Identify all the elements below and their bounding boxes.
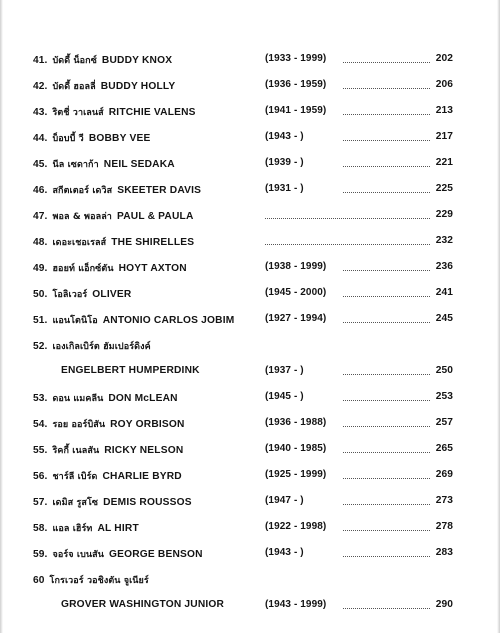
dot-leader [343,556,430,557]
entry-number: 41. [33,55,48,66]
entry-thai-name: ฮอยท์ แอ็กซ์ตัน [52,264,114,274]
toc-entry [33,47,488,73]
entry-years: (1927 - 1994) [265,313,327,324]
entry-name [33,287,131,301]
entry-number: 56. [33,471,48,482]
toc-entry [33,541,488,567]
dot-leader [343,322,430,323]
entry-number: 45. [33,159,48,170]
entry-english-name: THE SHIRELLES [111,237,195,248]
entry-name [51,599,224,610]
entry-english-name: ENGELBERT HUMPERDINK [61,365,200,376]
entry-page: 225 [435,183,453,194]
dot-leader [343,426,430,427]
entry-number: 60 [33,575,45,586]
entry-english-name: BOBBY VEE [88,133,151,144]
entry-thai-name: แอนโตนิโอ [52,316,98,326]
entry-thai-name: นีล เซดาก้า [52,160,99,170]
entry-name [33,53,172,67]
entry-years: (1933 - 1999) [265,53,327,64]
entry-thai-name: บ็อบบี้ วี [52,134,84,144]
dot-leader [265,244,430,245]
toc-entry [33,567,488,593]
entry-page: 257 [435,417,453,428]
entry-number: 51. [33,315,48,326]
entry-name [33,183,201,197]
scan-edge-left [0,0,3,633]
entry-english-name: ANTONIO CARLOS JOBIM [102,315,235,326]
dot-leader [343,478,430,479]
entry-name [33,339,156,353]
toc-entry [33,515,488,541]
entry-name [33,105,196,119]
entry-page: 273 [435,495,453,506]
entry-name [33,547,203,561]
entry-english-name: GROVER WASHINGTON JUNIOR [61,599,225,610]
dot-leader [343,504,430,505]
entry-number: 50. [33,289,48,300]
entry-number: 54. [33,419,48,430]
entry-english-name: DON McLEAN [108,393,178,404]
entry-years: (1943 - ) [265,131,304,142]
entry-english-name: SKEETER DAVIS [117,185,202,196]
entry-name [33,313,234,327]
entry-english-name: BUDDY KNOX [101,55,173,66]
entry-thai-name: โกรเวอร์ วอชิงตัน จูเนียร์ [49,576,149,586]
entry-years: (1940 - 1985) [265,443,327,454]
entry-number: 42. [33,81,48,92]
entry-years: (1939 - ) [265,157,304,168]
entry-thai-name: จอร์จ เบนสัน [52,550,104,560]
dot-leader [343,296,430,297]
entry-english-name: HOYT AXTON [118,263,187,274]
entry-years: (1925 - 1999) [265,469,327,480]
toc-entry [33,255,488,281]
entry-thai-name: เดมิส รูสโซ [52,498,99,508]
entry-number: 55. [33,445,48,456]
entry-thai-name: บัดดี้ ฮอลลี่ [52,82,96,92]
entry-thai-name: ริตชี่ วาเลนส์ [52,108,104,118]
entry-number: 59. [33,549,48,560]
toc-entry [33,99,488,125]
toc-entry [33,125,488,151]
entry-page: 217 [435,131,453,142]
entry-english-name: OLIVER [92,289,132,300]
toc-entry-continuation [33,359,488,385]
entry-thai-name: เองเกิลเบิร์ต ฮัมเปอร์ดิงค์ [52,342,151,352]
entry-thai-name: รอย ออร์บิสัน [52,420,106,430]
entry-years: (1931 - ) [265,183,304,194]
entry-name [33,573,154,587]
toc-entry [33,229,488,255]
entry-number: 49. [33,263,48,274]
entry-page: 253 [435,391,453,402]
entry-number: 48. [33,237,48,248]
entry-years: (1943 - 1999) [265,599,327,610]
entry-name [51,365,200,376]
entry-page: 232 [435,235,453,246]
toc-entry [33,307,488,333]
entry-name [33,469,182,483]
entry-number: 52. [33,341,48,352]
entry-thai-name: โอลิเวอร์ [52,290,88,300]
entry-page: 278 [435,521,453,532]
entry-english-name: RICKY NELSON [104,445,184,456]
toc-entry [33,203,488,229]
dot-leader [343,114,430,115]
entry-thai-name: พอล & พอลล่า [52,212,112,222]
entry-page: 241 [435,287,453,298]
entry-years: (1937 - ) [265,365,304,376]
entry-name [33,79,175,93]
entry-page: 202 [435,53,453,64]
entry-english-name: AL HIRT [97,523,139,534]
entry-name [33,235,194,249]
dot-leader [343,530,430,531]
entry-thai-name: ชาร์ลี เบิร์ด [52,472,98,482]
entry-page: 250 [435,365,453,376]
entry-page: 290 [435,599,453,610]
entry-number: 57. [33,497,48,508]
dot-leader [343,192,430,193]
entry-years: (1936 - 1959) [265,79,327,90]
dot-leader [343,62,430,63]
entry-thai-name: ดอน แมคลีน [52,394,104,404]
entry-english-name: GEORGE BENSON [108,549,203,560]
entry-thai-name: บัดดี้ น็อกซ์ [52,56,97,66]
entry-english-name: CHARLIE BYRD [102,471,182,482]
entry-number: 58. [33,523,48,534]
entry-page: 265 [435,443,453,454]
entry-page: 213 [435,105,453,116]
entry-years: (1945 - ) [265,391,304,402]
toc-entry [33,281,488,307]
toc-entry [33,489,488,515]
entry-english-name: NEIL SEDAKA [103,159,175,170]
dot-leader [343,88,430,89]
entry-name [33,261,187,275]
entry-years: (1938 - 1999) [265,261,327,272]
entry-page: 283 [435,547,453,558]
entry-number: 44. [33,133,48,144]
entry-page: 269 [435,469,453,480]
entry-years: (1922 - 1998) [265,521,327,532]
entry-page: 206 [435,79,453,90]
entry-page: 236 [435,261,453,272]
entry-years: (1943 - ) [265,547,304,558]
entry-page: 245 [435,313,453,324]
dot-leader [343,608,430,609]
dot-leader [343,452,430,453]
entry-name [33,417,185,431]
dot-leader [343,374,430,375]
dot-leader [343,270,430,271]
entry-english-name: BUDDY HOLLY [100,81,176,92]
toc-entry [33,177,488,203]
entry-name [33,521,139,535]
entry-thai-name: ริคกี้ เนลสัน [52,446,100,456]
entry-years: (1936 - 1988) [265,417,327,428]
entry-english-name: ROY ORBISON [110,419,185,430]
entry-number: 46. [33,185,48,196]
entry-english-name: PAUL & PAULA [116,211,194,222]
entry-name [33,209,194,223]
dot-leader [343,140,430,141]
toc-entry [33,463,488,489]
dot-leader [343,400,430,401]
entry-years: (1941 - 1959) [265,105,327,116]
entry-name [33,157,175,171]
toc-entry [33,385,488,411]
toc-entry-continuation [33,593,488,619]
entry-number: 53. [33,393,48,404]
entry-english-name: RITCHIE VALENS [108,107,196,118]
entry-years: (1945 - 2000) [265,287,327,298]
dot-leader [265,218,430,219]
entry-name [33,495,192,509]
toc-entry [33,437,488,463]
table-of-contents [33,47,488,619]
entry-number: 47. [33,211,48,222]
entry-page: 229 [435,209,453,220]
toc-entry [33,151,488,177]
entry-number: 43. [33,107,48,118]
entry-thai-name: แอล เฮิร์ท [52,524,93,534]
entry-name [33,131,150,145]
entry-years: (1947 - ) [265,495,304,506]
entry-name [33,443,183,457]
entry-thai-name: สกีตเตอร์ เดวิส [52,186,113,196]
toc-entry [33,333,488,359]
entry-english-name: DEMIS ROUSSOS [103,497,192,508]
toc-entry [33,411,488,437]
toc-entry [33,73,488,99]
entry-page: 221 [435,157,453,168]
entry-thai-name: เดอะเชอเรลส์ [52,238,107,248]
dot-leader [343,166,430,167]
entry-name [33,391,178,405]
